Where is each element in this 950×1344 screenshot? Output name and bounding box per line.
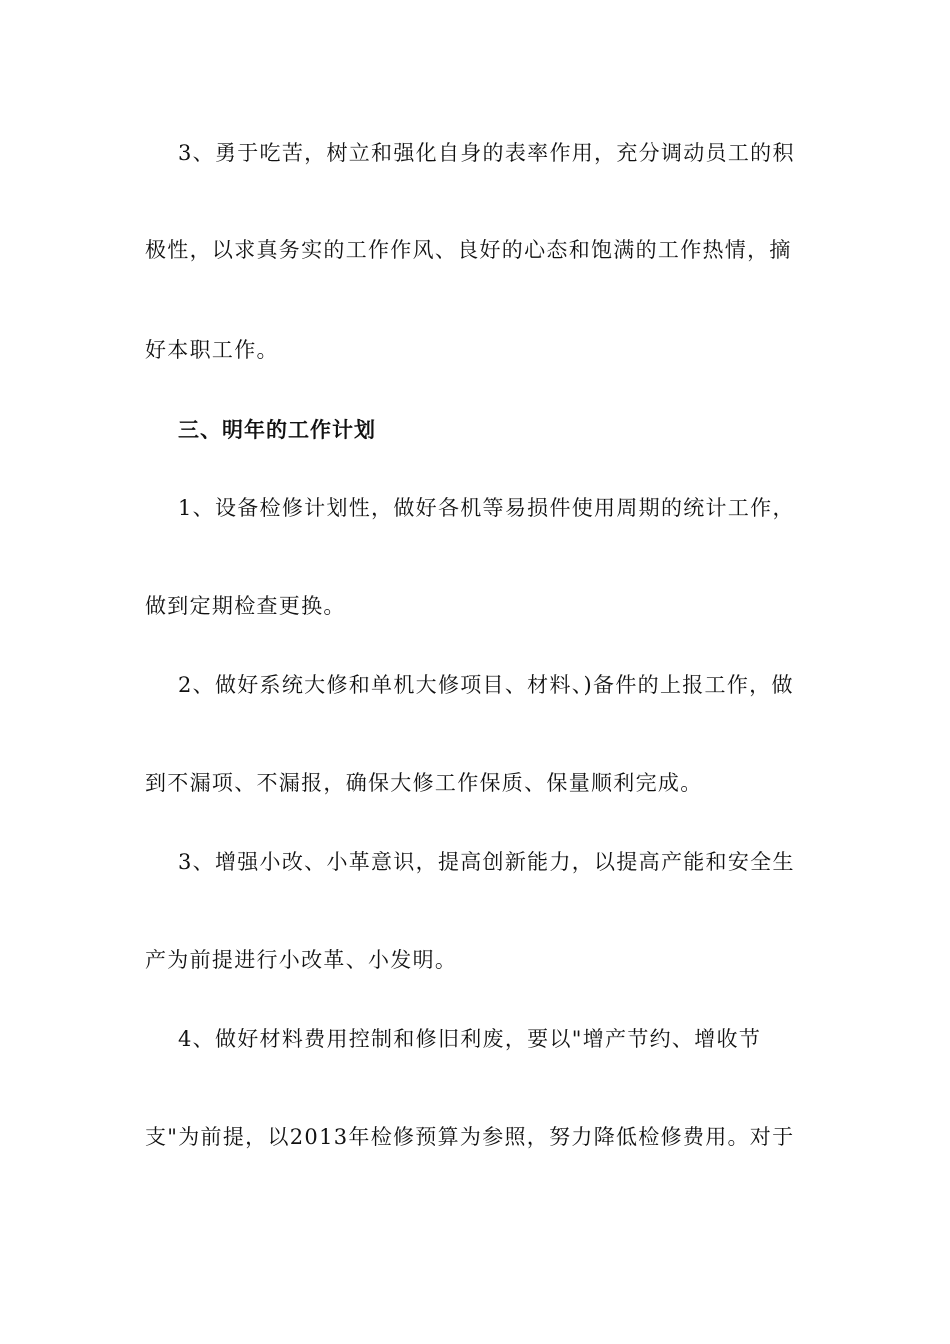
paragraph-line: 3、勇于吃苦，树立和强化自身的表率作用，充分调动员工的积: [178, 141, 795, 165]
paragraph-line: 好本职工作。: [145, 338, 279, 362]
paragraph-line: 2、做好系统大修和单机大修项目、材料、)备件的上报工作，做: [178, 673, 794, 697]
paragraph-line: 做到定期检查更换。: [145, 594, 346, 618]
paragraph-line: 3、增强小改、小革意识，提高创新能力，以提高产能和安全生: [178, 850, 795, 874]
section-heading: 三、明年的工作计划: [178, 418, 376, 442]
paragraph-line: 4、做好材料费用控制和修旧利废，要以"增产节约、增收节: [178, 1027, 762, 1051]
paragraph-line: 产为前提进行小改革、小发明。: [145, 948, 458, 972]
paragraph-line: 支"为前提，以2013年检修预算为参照，努力降低检修费用。对于: [145, 1125, 795, 1149]
paragraph-line: 极性，以求真务实的工作作风、良好的心态和饱满的工作热情，摘: [145, 238, 792, 262]
paragraph-line: 1、设备检修计划性，做好各机等易损件使用周期的统计工作，: [178, 496, 795, 520]
paragraph-line: 到不漏项、不漏报，确保大修工作保质、保量顺利完成。: [145, 771, 703, 795]
